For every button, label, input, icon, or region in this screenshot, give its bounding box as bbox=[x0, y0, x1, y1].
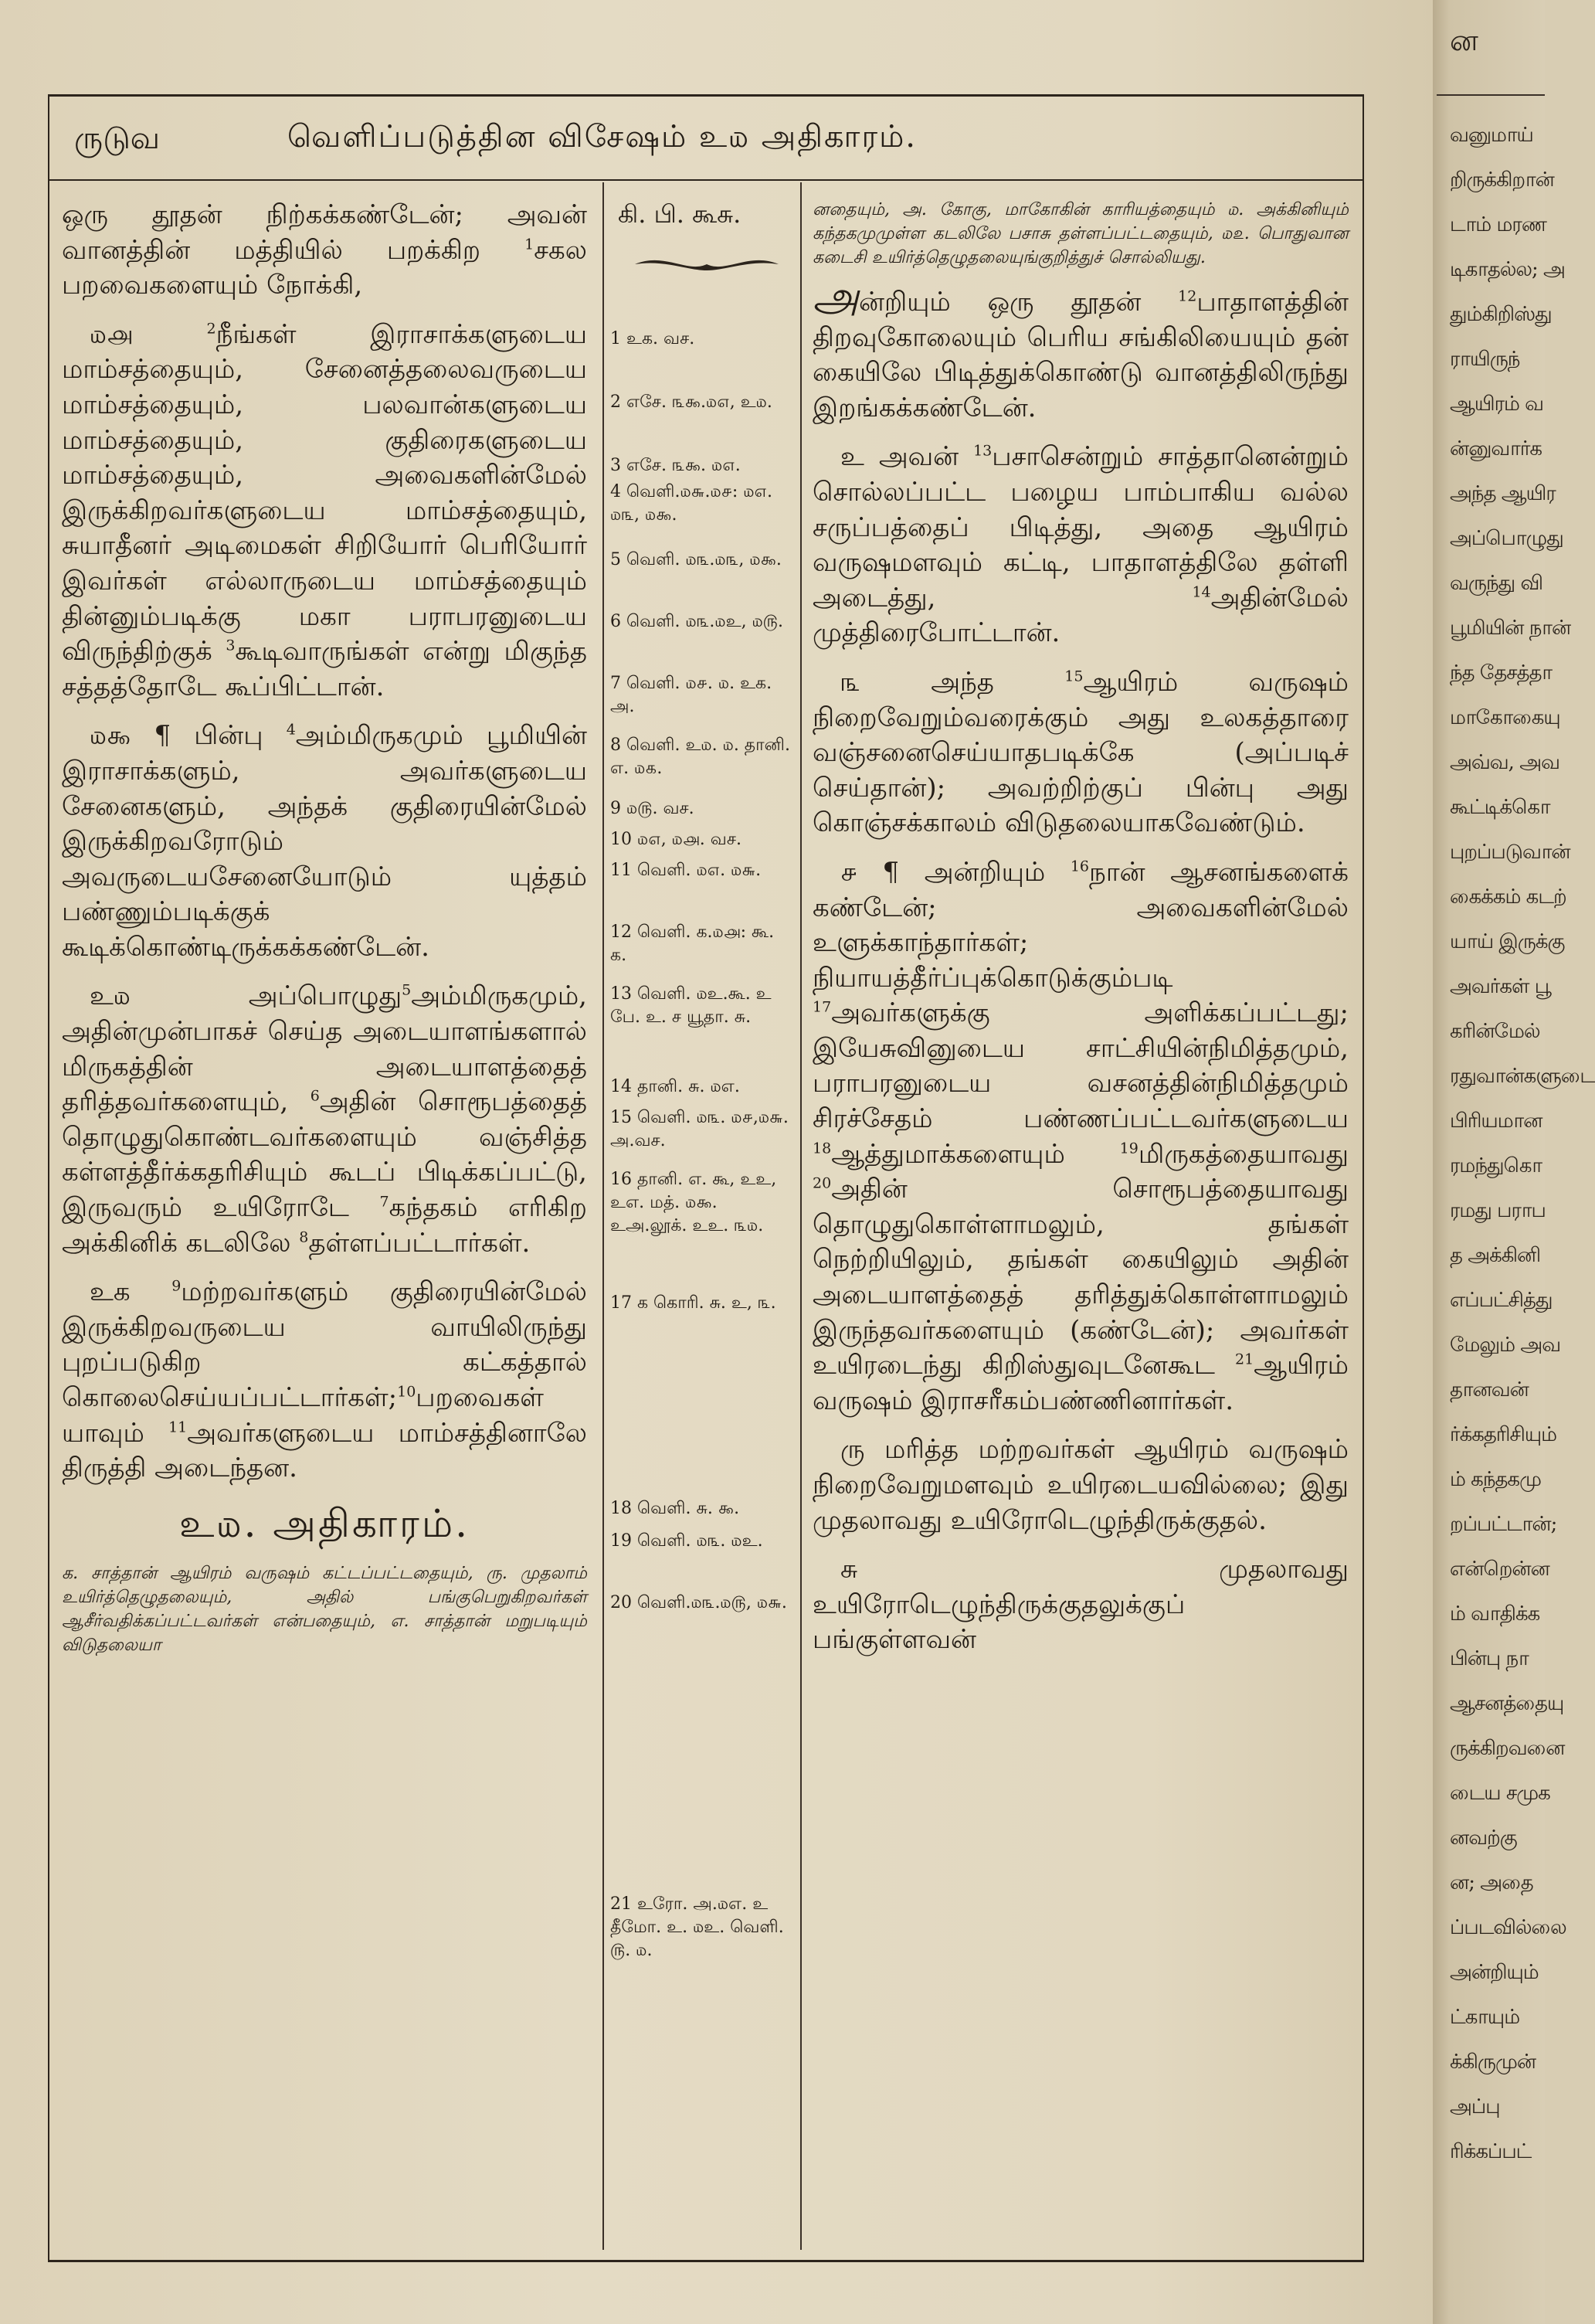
adjacent-page-line: றப்பட்டான்; bbox=[1450, 1513, 1557, 1536]
verse-21: உக $^9$மற்றவர்களும் குதிரையின்மேல் இருக்கிறவருடைய வாயிலிருந்து புறப்படுகிற கட்கத்தால் கொலைசெய்யப்பட்டார்கள்;$^{10}$பறவைகள் யாவும் $^{11}$அவர்களுடைய மாம்சத்தினாலே திருத்தி அடைந்தன. bbox=[62, 1276, 587, 1484]
reference: 19 வெளி. ௰௩. ௰உ. bbox=[610, 1531, 763, 1551]
era-heading: கி. பி. கூசு. bbox=[618, 199, 742, 229]
adjacent-page-line: வனுமாய் bbox=[1450, 124, 1533, 147]
adjacent-page-line: னவற்கு bbox=[1450, 1826, 1517, 1850]
adjacent-page-line: ன bbox=[1450, 23, 1478, 57]
adjacent-page-line: பூமியின் நான் bbox=[1450, 617, 1571, 640]
adjacent-page-line: ட்காயும் bbox=[1450, 2006, 1520, 2029]
reference: 21 உரோ. அ.௰எ. உ தீமோ. உ. ௰உ. வெளி. ௫. ௰. bbox=[610, 1894, 784, 1960]
adjacent-page-line: அன்றியும் bbox=[1450, 1961, 1539, 1984]
adjacent-page-line: அந்த ஆயிர bbox=[1450, 482, 1556, 505]
adjacent-page-line: டைய சமுக bbox=[1450, 1782, 1550, 1805]
verse-number: ரு bbox=[840, 1434, 865, 1466]
adjacent-page-line: அவ்வ, அவ bbox=[1450, 751, 1559, 774]
adjacent-page-line: என்றென்ன bbox=[1450, 1558, 1549, 1581]
adjacent-page-line: தானவன் bbox=[1450, 1378, 1529, 1402]
adjacent-page-line: யாய் இருக்கு bbox=[1450, 930, 1565, 953]
adjacent-page-line: கூட்டிக்கொ bbox=[1450, 796, 1550, 819]
page-number: ருடுவ bbox=[74, 121, 161, 156]
adjacent-page-line: க்கிருமுன் bbox=[1450, 2050, 1536, 2074]
adjacent-page-line: மாகோகையு bbox=[1450, 706, 1560, 729]
reference: 6 வெளி. ௰௩.௰உ, ௰௫. bbox=[610, 612, 784, 631]
adjacent-page-line: ருக்கிறவனை bbox=[1450, 1737, 1565, 1760]
column-rule-right bbox=[800, 182, 802, 2250]
chapter-summary: க. சாத்தான் ஆயிரம் வருஷம் கட்டப்பட்டதையும், ரு. முதலாம் உயிர்த்தெழுதலையும், அதில் பங்குபெறுகிறவர்கள் ஆசீர்வதிக்கப்பட்டவர்கள் என்பதையும், எ. சாத்தான் மறுபடியும் விடுதலையா bbox=[62, 1564, 587, 1656]
adjacent-page-line: ரமந்துகொ bbox=[1450, 1154, 1542, 1177]
chapter-heading: உ௰. அதிகாரம். bbox=[178, 1500, 470, 1546]
verse-1: அன்றியும் ஒரு தூதன் $^{12}$பாதாளத்தின் திறவுகோலையும் பெரிய சங்கிலியையும் தன் கையிலே பிடித்துக்கொண்டு வானத்திலிருந்து இறங்கக்கண்டேன். bbox=[813, 272, 1349, 423]
adjacent-page-line: அப்பொழுது bbox=[1450, 527, 1563, 550]
adjacent-page-rule bbox=[1437, 94, 1545, 96]
adjacent-page-line: ன; அதை bbox=[1450, 1871, 1533, 1894]
adjacent-page-line: கரின்மேல் bbox=[1450, 1020, 1540, 1043]
adjacent-page-line: கைக்கம் கடற் bbox=[1450, 885, 1566, 909]
adjacent-page-line: ன்னுவார்க bbox=[1450, 437, 1542, 460]
reference: 7 வெளி. ௰௪. ௰. உக. அ. bbox=[610, 674, 772, 716]
adjacent-page-line: ர்க்கதரிசியும் bbox=[1450, 1423, 1557, 1446]
adjacent-page-line: அப்பு bbox=[1450, 2095, 1500, 2118]
verse-19: ௰௯ ¶ பின்பு $^4$அம்மிருகமும் பூமியின் இராசாக்களும், அவர்களுடைய சேனைகளும், அந்தக் குதிரையின்மேல் இருக்கிறவரோடும் அவருடையசேனையோடும் யுத்தம் பண்ணும்படிக்குக் கூடிக்கொண்டிருக்கக்கண்டேன். bbox=[62, 720, 588, 963]
reference: 18 வெளி. சு. ௯. bbox=[610, 1499, 740, 1518]
adjacent-page-line: றிருக்கிறான் bbox=[1450, 168, 1554, 192]
header-rule bbox=[48, 179, 1364, 181]
adjacent-page-line: த அக்கினி bbox=[1450, 1244, 1541, 1267]
adjacent-page-line: ந்த தேசத்தா bbox=[1450, 661, 1553, 685]
reference: 12 வெளி. க.௰௮: கூ. க. bbox=[610, 922, 775, 965]
adjacent-page-line: புறப்படுவான் bbox=[1450, 841, 1570, 864]
reference: 20 வெளி.௰௩.௰௫, ௰௬. bbox=[610, 1593, 787, 1612]
verse-number: உக bbox=[90, 1276, 131, 1308]
verse-5: ரு மரித்த மற்றவர்கள் ஆயிரம் வருஷம் நிறைவேறுமளவும் உயிரடையவில்லை; இது முதலாவது உயிரோடெழுந்திருக்குதல். bbox=[813, 1434, 1349, 1536]
verse-number: உ௰ bbox=[90, 980, 131, 1012]
column-rule-left bbox=[602, 182, 604, 2250]
adjacent-page-edge bbox=[1433, 0, 1595, 2324]
running-title: வெளிப்படுத்தின விசேஷம் உ௰ அதிகாரம். bbox=[287, 119, 918, 155]
adjacent-page-line: ஆயிரம் வ bbox=[1450, 392, 1544, 416]
adjacent-page-line: எப்பட்சித்து bbox=[1450, 1289, 1553, 1312]
ornament-swash bbox=[633, 247, 780, 278]
adjacent-page-line: மேலும் அவ bbox=[1450, 1334, 1561, 1357]
verse-number: ௰௮ bbox=[90, 318, 133, 350]
adjacent-page-line: பின்பு நா bbox=[1450, 1647, 1529, 1670]
reference: 3 எசே. ௩௯. ௰௭. bbox=[610, 456, 741, 475]
reference: 8 வெளி. உ௰. ௰. தானி. எ. ௰௧. bbox=[610, 736, 790, 778]
adjacent-page-line: ஆசனத்தையு bbox=[1450, 1692, 1564, 1715]
reference: 17 க கொரி. சு. உ, ௩. bbox=[610, 1293, 776, 1313]
verse-2: உ அவன் $^{13}$பசாசென்றும் சாத்தானென்றும் சொல்லப்பட்ட பழைய பாம்பாகிய வல்ல சருப்பத்தைப் பிடித்து, அதை ஆயிரம் வருஷமளவும் கட்டி, பாதாளத்திலே தள்ளி அடைத்து, $^{14}$அதின்மேல் முத்திரைபோட்டான். bbox=[813, 441, 1349, 649]
verse-3: ௩ அந்த $^{15}$ஆயிரம் வருஷம் நிறைவேறும்வரைக்கும் அது உலகத்தாரை வஞ்சனைசெய்யாதபடிக்கே (அப்படிச் செய்தான்); அவற்றிற்குப் பின்பு அது கொஞ்சக்காலம் விடுதலையாகவேண்டும். bbox=[813, 666, 1349, 839]
verse-17-continuation: ஒரு தூதன் நிற்கக்கண்டேன்; அவன் வானத்தின் மத்தியில் பறக்கிற $^1$சகல பறவைகளையும் நோக்கி, bbox=[62, 199, 587, 301]
reference: 14 தானி. சு. ௰எ. bbox=[610, 1077, 740, 1096]
adjacent-page-line: ரிக்கப்பட் bbox=[1450, 2140, 1532, 2163]
adjacent-page-line: ராயிருந் bbox=[1450, 348, 1520, 371]
adjacent-page-line: ப்படவில்லை bbox=[1450, 1916, 1566, 1939]
verse-20: உ௰ அப்பொழுது$^5$அம்மிருகமும், அதின்முன்பாகச் செய்த அடையாளங்களால் மிருகத்தின் அடையாளத்தைத் தரித்தவர்களையும், $^6$அதின் சொரூபத்தைத் தொழுதுகொண்டவர்களையும் வஞ்சித்த கள்ளத்தீர்க்கதரிசியும் கூடப் பிடிக்கப்பட்டு, இருவரும் உயிரோடே $^7$கந்தகம் எரிகிற அக்கினிக் கடலிலே $^8$தள்ளப்பட்டார்கள். bbox=[62, 980, 587, 1259]
adjacent-page-line: அவர்கள் பூ bbox=[1450, 975, 1551, 998]
left-text-column bbox=[62, 198, 587, 1671]
adjacent-page-line: ம் கந்தகமு bbox=[1450, 1468, 1541, 1491]
adjacent-page-line: ம் வாதிக்க bbox=[1450, 1602, 1540, 1626]
right-text-column bbox=[813, 198, 1349, 1672]
drop-cap: அ bbox=[813, 272, 860, 321]
verse-number: ௩ bbox=[840, 666, 860, 698]
chapter-summary-continued: னதையும், அ. கோகு, மாகோகின் காரியத்தையும் ௰. அக்கினியும் கந்தகமுமுள்ள கடலிலே பசாசு தள்ளப்பட்டதையும், ௰௨. பொதுவான கடைசி உயிர்த்தெழுதலையுங்குறித்துச் சொல்லியது. bbox=[813, 200, 1349, 267]
adjacent-page-line: டாம் மரண bbox=[1450, 213, 1546, 236]
verse-18: ௰௮ $^2$நீங்கள் இராசாக்களுடைய மாம்சத்தையும், சேனைத்தலைவருடைய மாம்சத்தையும், பலவான்களுடைய மாம்சத்தையும், குதிரைகளுடைய மாம்சத்தையும், அவைகளின்மேல் இருக்கிறவர்களுடைய மாம்சத்தையும், சுயாதீனர் அடிமைகள் சிறியோர் பெரியோர் இவர்கள் எல்லாருடைய மாம்சத்தையும் தின்னும்படிக்கு மகா பராபரனுடைய விருந்திற்குக் $^3$கூடிவாருங்கள் என்று மிகுந்த சத்தத்தோடே கூப்பிட்டான். bbox=[62, 318, 587, 702]
verse-number: ௰௯ ¶ bbox=[90, 720, 171, 752]
verse-6: சு முதலாவது உயிரோடெழுந்திருக்குதலுக்குப் பங்குள்ளவன் bbox=[813, 1554, 1349, 1656]
adjacent-page-line: பிரியமான bbox=[1450, 1109, 1542, 1133]
adjacent-page-line: ரதுவான்களுடை bbox=[1450, 1065, 1595, 1088]
reference: 4 வெளி.௰௬.௰௪: ௰௭. ௰௩, ௰௯. bbox=[610, 482, 773, 525]
verse-number: ௪ ¶ bbox=[840, 856, 900, 888]
adjacent-page-line: வருந்து வி bbox=[1450, 572, 1543, 595]
verse-number: சு bbox=[840, 1554, 858, 1585]
verse-4: ௪ ¶ அன்றியும் $^{16}$நான் ஆசனங்களைக் கண்டேன்; அவைகளின்மேல் உளுக்காந்தார்கள்; நியாயத்தீர்ப்புக்கொடுக்கும்படி $^{17}$அவர்களுக்கு அளிக்கப்பட்டது; இயேசுவினுடைய சாட்சியின்நிமித்தமும், பராபரனுடைய வசனத்தின்நிமித்தமும் சிரச்சேதம் பண்ணப்பட்டவர்களுடைய $^{18}$ஆத்துமாக்களையும் $^{19}$மிருகத்தையாவது $^{20}$அதின் சொரூபத்தையாவது தொழுதுகொள்ளாமலும், தங்கள் நெற்றியிலும், தங்கள் கையிலும் அதின் அடையாளத்தைத் தரித்துக்கொள்ளாமலும் இருந்தவர்களையும் (கண்டேன்); அவர்கள் உயிரடைந்து கிறிஸ்துவுடனேகூட $^{21}$ஆயிரம் வருஷம் இராசரீகம்பண்ணினார்கள். bbox=[813, 856, 1349, 1416]
reference: 15 வெளி. ௰௩. ௰௪,௰௬. அ.வச. bbox=[610, 1108, 789, 1150]
page-header bbox=[48, 108, 1361, 170]
adjacent-page-line: டிகாதல்ல; அ bbox=[1450, 258, 1565, 281]
reference: 11 வெளி. ௰௭. ௰௬. bbox=[610, 861, 762, 880]
adjacent-page-line: ரமது பராப bbox=[1450, 1199, 1546, 1222]
reference: 13 வெளி. ௰உ.கூ. உ பே. உ. ச யூதா. சு. bbox=[610, 984, 772, 1027]
reference: 16 தானி. எ. கூ, உஉ, உஎ. மத். ௰௯. உஅ.லூக். உஉ. ௩௰. bbox=[610, 1170, 777, 1235]
reference: 5 வெளி. ௰௩.௰௩, ௰௯. bbox=[610, 550, 782, 569]
reference: 10 ௰௭, ௰௮. வச. bbox=[610, 830, 742, 849]
verse-number: உ bbox=[840, 441, 864, 473]
reference: 1 உக. வச. bbox=[610, 329, 695, 348]
adjacent-page-line: தும்கிறிஸ்து bbox=[1450, 303, 1552, 326]
reference: 9 ௰௫. வச. bbox=[610, 799, 694, 818]
reference: 2 எசே. ௩௯.௰௭, உ௰. bbox=[610, 392, 772, 412]
